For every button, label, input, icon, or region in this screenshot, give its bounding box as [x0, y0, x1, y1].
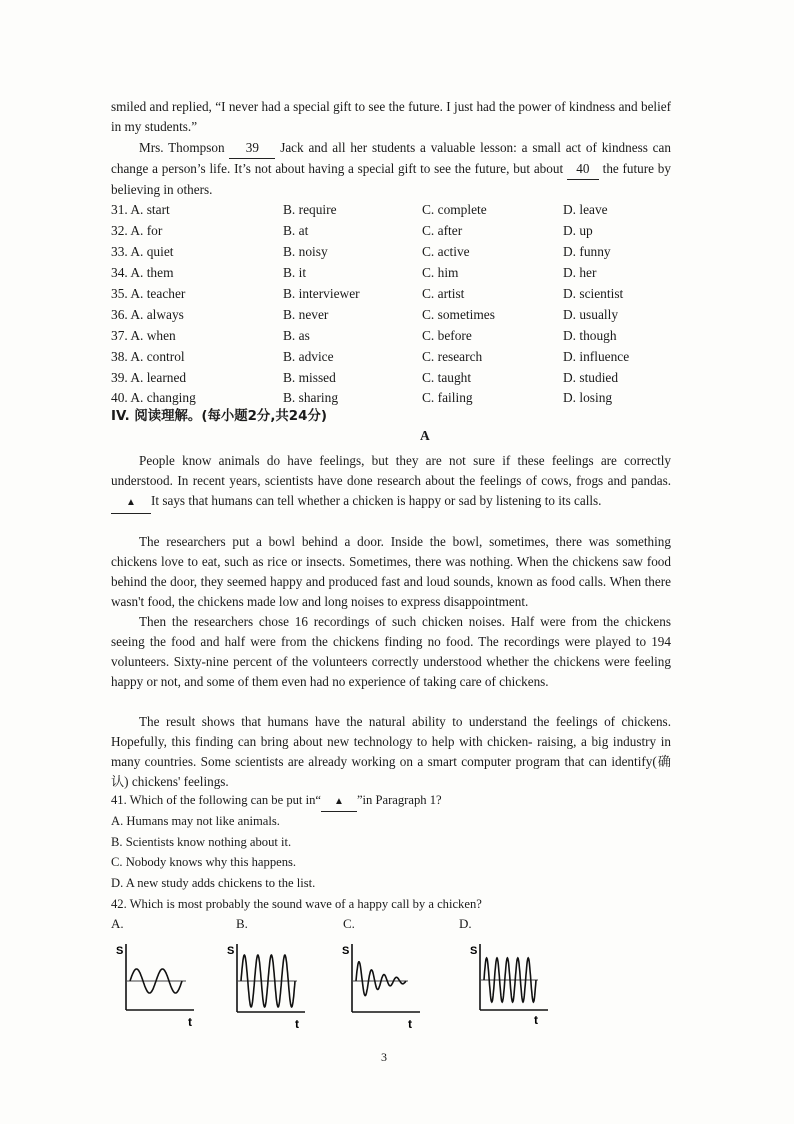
wave-graph-c[interactable] [340, 940, 424, 1032]
option-row-38 [111, 347, 691, 367]
option-row-36 [111, 305, 691, 325]
option-d[interactable]: D. studied [563, 370, 619, 385]
option-c[interactable]: C. before [422, 328, 472, 343]
wave-graph-b[interactable] [225, 940, 309, 1032]
intro-paragraph-1 [111, 97, 671, 137]
option-a[interactable]: 38. A. control [111, 349, 185, 364]
option-d[interactable]: D. funny [563, 244, 611, 259]
option-row-31 [111, 200, 691, 220]
option-b[interactable]: B. noisy [283, 244, 328, 259]
y-axis-label: S [116, 945, 124, 957]
question-41-option-b[interactable]: B. Scientists know nothing about it. [111, 835, 292, 849]
page-number: 3 [381, 1050, 387, 1064]
passage-paragraph-2: The researchers put a bowl behind a door. Inside the bowl, sometimes, there was something chickens love to eat, such as rice or insects. Sometimes, there was nothing. When the chickens saw food behind the door, they seemed happy and produced fast and loud sounds, known as food calls. When there wasn't food, the chickens made low and long noises to express disappointment. [111, 534, 671, 609]
option-a[interactable]: 37. A. when [111, 328, 176, 343]
section-title: IV. 阅读理解。 [111, 409, 202, 424]
passage-paragraph-1 [111, 451, 671, 514]
option-a[interactable]: 35. A. teacher [111, 286, 186, 301]
wave-graph-a[interactable] [114, 940, 198, 1032]
option-row-40 [111, 388, 691, 408]
option-d[interactable]: D. scientist [563, 286, 624, 301]
q41-stem-b: ”in Paragraph 1? [356, 793, 442, 807]
section-score-note: (每小题2分,共24分) [201, 409, 327, 424]
option-d[interactable]: D. usually [563, 307, 619, 322]
option-a[interactable]: 36. A. always [111, 307, 184, 322]
option-row-34 [111, 263, 691, 283]
option-c[interactable]: C. active [422, 244, 470, 259]
question-41-option-a[interactable]: A. Humans may not like animals. [111, 814, 280, 828]
q41-blank-marker: ▲ [321, 793, 357, 812]
option-a[interactable]: 39. A. learned [111, 370, 187, 385]
y-axis-label: S [470, 945, 478, 957]
x-axis-label: t [295, 1017, 299, 1031]
option-c[interactable]: C. after [422, 223, 463, 238]
option-a[interactable]: 34. A. them [111, 265, 174, 280]
x-axis-label: t [408, 1017, 412, 1031]
blank-40[interactable]: 40 [567, 159, 599, 180]
option-row-33 [111, 242, 691, 262]
intro-text-2b: Jack and all her students a valuable lesson: a small act of kindness can change a person’s life. It’s not about having a special gift to see the future, but about [111, 140, 671, 176]
option-a[interactable]: 33. A. quiet [111, 244, 174, 259]
wave-option-a-label[interactable]: A. [111, 916, 124, 931]
option-c[interactable]: C. artist [422, 286, 465, 301]
intro-text-1: smiled and replied, “I never had a special gift to see the future. I just had the power of kindness and belief in my students.” [111, 99, 671, 134]
option-row-39 [111, 368, 691, 388]
passage-title: A [420, 428, 430, 443]
intro-text-2a: Mrs. Thompson [139, 140, 230, 155]
option-d[interactable]: D. losing [563, 390, 613, 405]
option-d[interactable]: D. influence [563, 349, 630, 364]
option-b[interactable]: B. advice [283, 349, 334, 364]
y-axis-label: S [342, 945, 350, 957]
wave-option-c-label[interactable]: C. [343, 916, 355, 931]
option-c[interactable]: C. research [422, 349, 483, 364]
option-c[interactable]: C. sometimes [422, 307, 495, 322]
option-b[interactable]: B. require [283, 202, 337, 217]
passage-p1-text-b: It says that humans can tell whether a chicken is happy or sad by listening to its calls. [151, 493, 602, 508]
option-row-37 [111, 326, 691, 346]
wave-graph-d[interactable] [468, 940, 552, 1032]
option-a[interactable]: 32. A. for [111, 223, 163, 238]
passage-paragraph-4: The result shows that humans have the natural ability to understand the feelings of chickens. Hopefully, this finding can bring about new technology to help with chicken- raising, a big industry in many countries. Some scientists are already working on a smart computer program that can identify(确认) chickens' feelings. [111, 714, 671, 789]
x-axis-label: t [188, 1015, 192, 1029]
passage-blank-marker[interactable]: ▲ [111, 493, 151, 514]
y-axis-label: S [227, 945, 235, 957]
option-c[interactable]: C. him [422, 265, 459, 280]
option-c[interactable]: C. complete [422, 202, 487, 217]
option-d[interactable]: D. though [563, 328, 617, 343]
q41-stem-a: 41. Which of the following can be put in“ [111, 793, 321, 807]
option-row-35 [111, 284, 691, 304]
wave-option-d-label[interactable]: D. [459, 916, 472, 931]
option-b[interactable]: B. sharing [283, 390, 339, 405]
question-42-stem: 42. Which is most probably the sound wave of a happy call by a chicken? [111, 897, 482, 911]
sound-wave [356, 962, 406, 996]
section-heading [111, 407, 327, 427]
x-axis-label: t [534, 1013, 538, 1027]
option-b[interactable]: B. it [283, 265, 307, 280]
question-41-option-c[interactable]: C. Nobody knows why this happens. [111, 855, 297, 869]
option-d[interactable]: D. her [563, 265, 597, 280]
option-a[interactable]: 40. A. changing [111, 390, 196, 405]
intro-paragraph-2 [111, 138, 671, 200]
option-b[interactable]: B. interviewer [283, 286, 360, 301]
option-d[interactable]: D. leave [563, 202, 608, 217]
intro-text-2c: the future by believing in others. [111, 161, 671, 197]
option-d[interactable]: D. up [563, 223, 593, 238]
wave-option-b-label[interactable]: B. [236, 916, 248, 931]
option-c[interactable]: C. failing [422, 390, 473, 405]
passage-p1-text-a: People know animals do have feelings, but they are not sure if these feelings are correctly understood. In recent years, scientists have done research about the feelings of cows, frogs and pandas. [111, 453, 671, 488]
passage-paragraph-3: Then the researchers chose 16 recordings of such chicken noises. Half were from the chickens seeing the food and half were from the chickens finding no food. The recordings were played to 194 volunteers. Sixty-nine percent of the volunteers correctly understood whether the chickens were feeling happy or not, and some of them even had no experience of taking care of chickens. [111, 614, 671, 689]
option-a[interactable]: 31. A. start [111, 202, 170, 217]
option-b[interactable]: B. missed [283, 370, 336, 385]
option-b[interactable]: B. as [283, 328, 310, 343]
option-b[interactable]: B. never [283, 307, 329, 322]
option-c[interactable]: C. taught [422, 370, 472, 385]
option-row-32 [111, 221, 691, 241]
blank-39[interactable]: 39 [229, 138, 275, 159]
question-41-stem [111, 791, 442, 812]
question-41-option-d[interactable]: D. A new study adds chickens to the list. [111, 876, 316, 890]
option-b[interactable]: B. at [283, 223, 309, 238]
